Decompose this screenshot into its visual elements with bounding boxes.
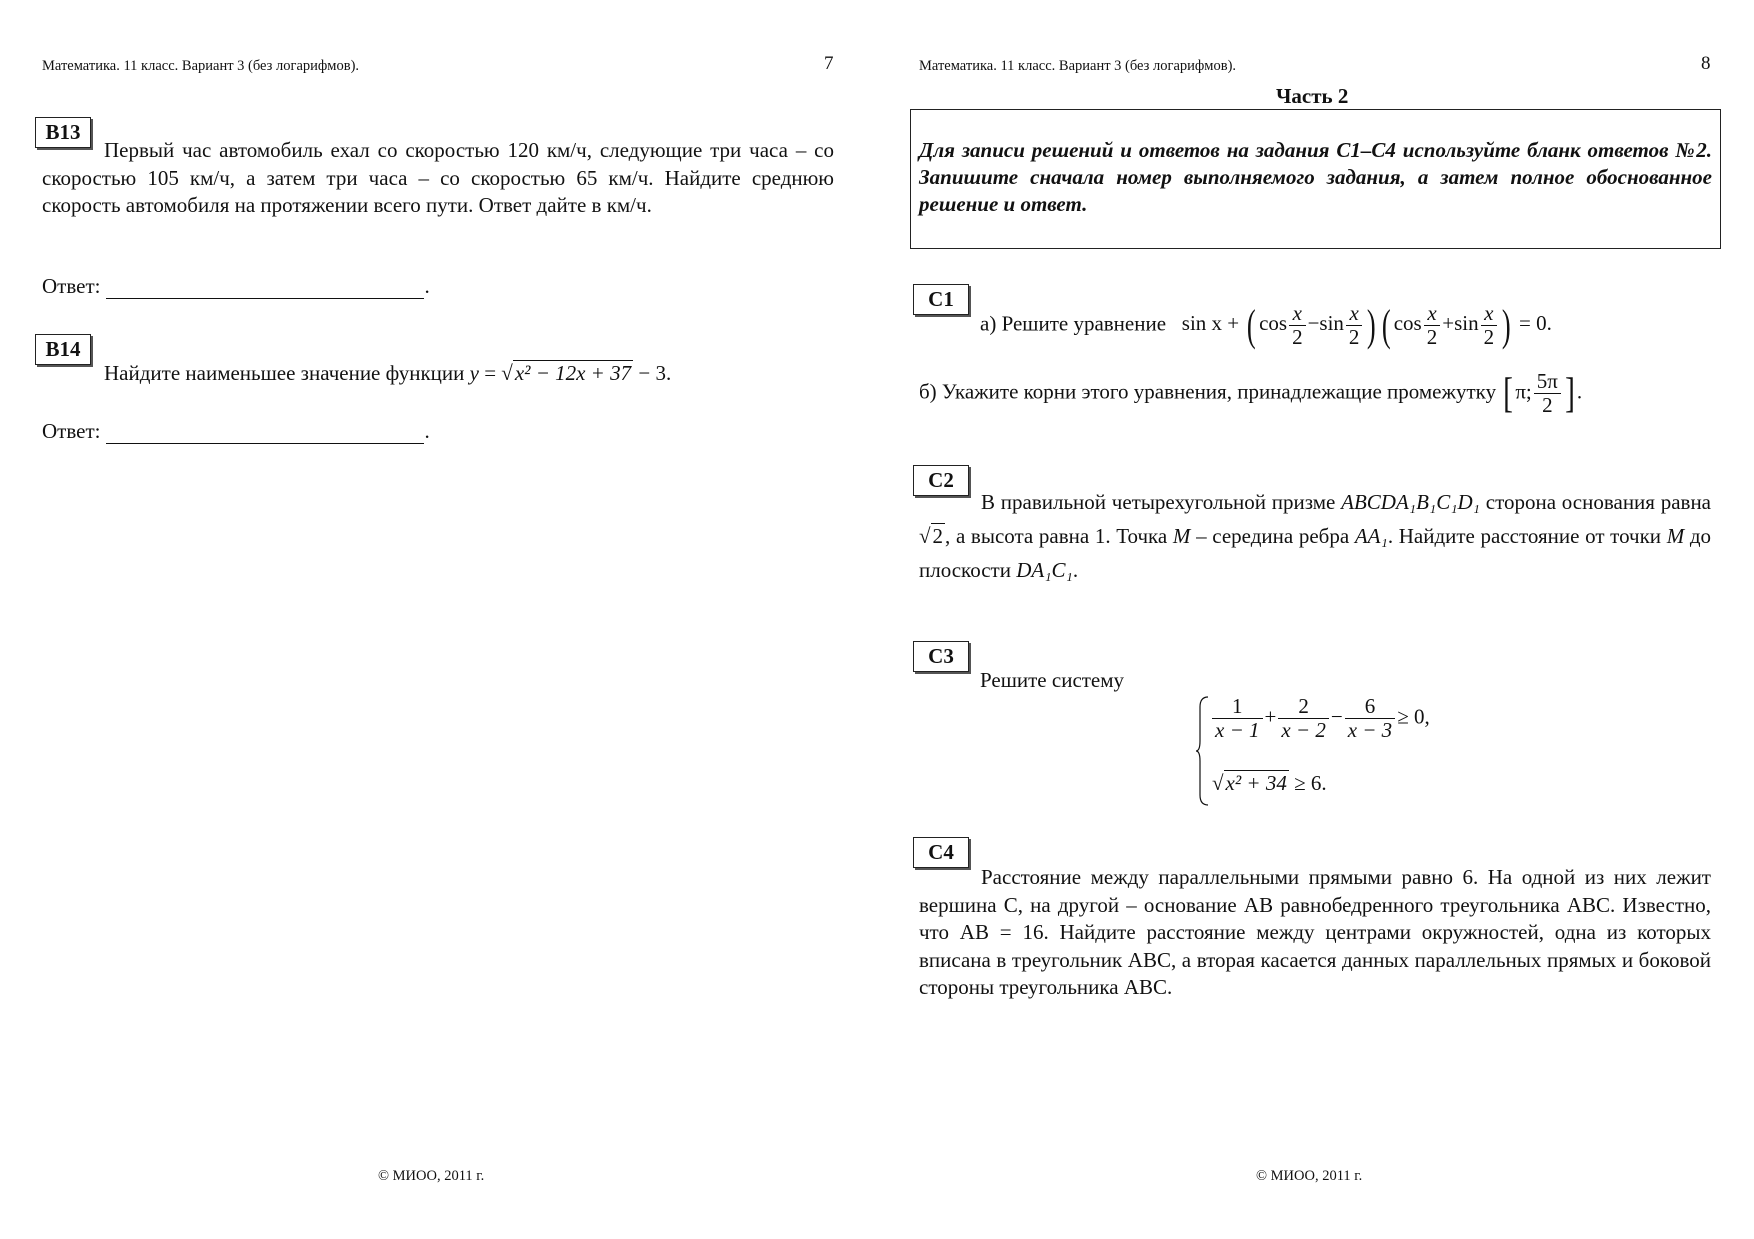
interval-start: π; bbox=[1515, 379, 1532, 404]
task-c4-text bbox=[919, 864, 1711, 1002]
answer-b13 bbox=[42, 274, 430, 299]
task-c2-text: В правильной четырехугольной призме ABCDA₁B₁C₁D₁ сторона основания равна √2, а высота равна 1. Точка M – середина ребра AA₁. Найдите расстояние от точки M до плоскости DA₁C₁. bbox=[919, 490, 1712, 582]
right-page-number: 8 bbox=[1701, 53, 1711, 74]
task-label-c4: C4 bbox=[913, 837, 969, 868]
instructions-box: Для записи решений и ответов на задания С1–С4 используйте бланк ответов №2. Запишите сначала номер выполняемого задания, а затем полное обоснованное решение и ответ. bbox=[910, 109, 1721, 249]
system-inequality-2: √x² + 34 ≥ 6. bbox=[1212, 771, 1327, 795]
function-formula: y = √x² − 12x + 37 − 3. bbox=[469, 361, 672, 385]
task-c1-part-a: а) Решите уравнение sin x + ( cos $\frac{x}{2}$ −sin $\frac{x}{2}$ ) ( cos $\frac{x}{2}$ +sin $\frac{x}{2}$ ) = 0. bbox=[980, 300, 1552, 350]
left-page-footer: © МИОО, 2011 г. bbox=[378, 1168, 485, 1184]
system-brace bbox=[1196, 695, 1210, 807]
task-label-b14: B14 bbox=[35, 334, 91, 365]
task-c4-body: Расстояние между параллельными прямыми равно 6. На одной из них лежит вершина C, на другой – основание AB равнобедренного треугольника ABC. Известно, что AB = 16. Найдите расстояние между центрами окружностей, одна из которых вписана в треугольник ABC, а вторая касается данных параллельных прямых и боковой стороны треугольника ABC. bbox=[919, 865, 1711, 999]
plane-name: DA₁C₁ bbox=[1016, 558, 1073, 582]
interval-end-fraction: $\frac{5\pi}{2}$ bbox=[1534, 370, 1561, 417]
task-b13-text bbox=[42, 137, 834, 220]
sqrt-two: 2 bbox=[932, 524, 944, 548]
c1-equation: sin x + ( cos $\frac{x}{2}$ −sin $\frac{x}{2}$ ) ( cos $\frac{x}{2}$ +sin $\frac{x}{2}$ ) = 0. bbox=[1181, 300, 1552, 350]
edge-name: AA₁ bbox=[1354, 524, 1388, 548]
left-page-header: Математика. 11 класс. Вариант 3 (без логарифмов). bbox=[42, 58, 360, 74]
answer-b14-end: . bbox=[424, 419, 430, 443]
task-label-b13: B13 bbox=[35, 117, 91, 148]
answer-b13-label: Ответ: bbox=[42, 274, 101, 298]
system-inequality-1: $\frac{1}{x - 1}$ + $\frac{2}{x - 2}$ − $\frac{6}{x - 3}$ ≥ 0, bbox=[1210, 695, 1430, 742]
right-page-footer: © МИОО, 2011 г. bbox=[1256, 1168, 1363, 1184]
c3-system bbox=[1196, 695, 1456, 807]
task-b13-body: Первый час автомобиль ехал со скоростью 120 км/ч, следующие три часа – со скоростью 105 км/ч, а затем три часа – со скоростью 65 км/ч. Найдите среднюю скорость автомобиля на протяжении всего пути. Ответ дайте в км/ч. bbox=[42, 138, 834, 217]
task-label-c3: C3 bbox=[913, 641, 969, 672]
prism-name: ABCDA₁B₁C₁D₁ bbox=[1341, 490, 1480, 514]
function-radicand: x² − 12x + 37 bbox=[514, 361, 632, 385]
task-b14-body: Найдите наименьшее значение функции bbox=[104, 361, 465, 385]
answer-b14-blank[interactable] bbox=[106, 424, 424, 444]
left-page-number: 7 bbox=[824, 53, 834, 74]
answer-b13-blank[interactable] bbox=[106, 279, 424, 299]
right-page-header: Математика. 11 класс. Вариант 3 (без логарифмов). bbox=[919, 58, 1237, 74]
answer-b13-end: . bbox=[424, 274, 430, 298]
task-label-c2: C2 bbox=[913, 465, 969, 496]
task-c3-text: Решите систему bbox=[980, 668, 1125, 692]
task-b14-text bbox=[104, 360, 824, 388]
task-c1-part-b: б) Укажите корни этого уравнения, принадлежащие промежутку [ π; $\frac{5\pi}{2}$ ] . bbox=[919, 369, 1583, 418]
answer-b14 bbox=[42, 419, 430, 444]
answer-b14-label: Ответ: bbox=[42, 419, 101, 443]
part-title: Часть 2 bbox=[1276, 84, 1349, 108]
task-label-c1: C1 bbox=[913, 284, 969, 315]
